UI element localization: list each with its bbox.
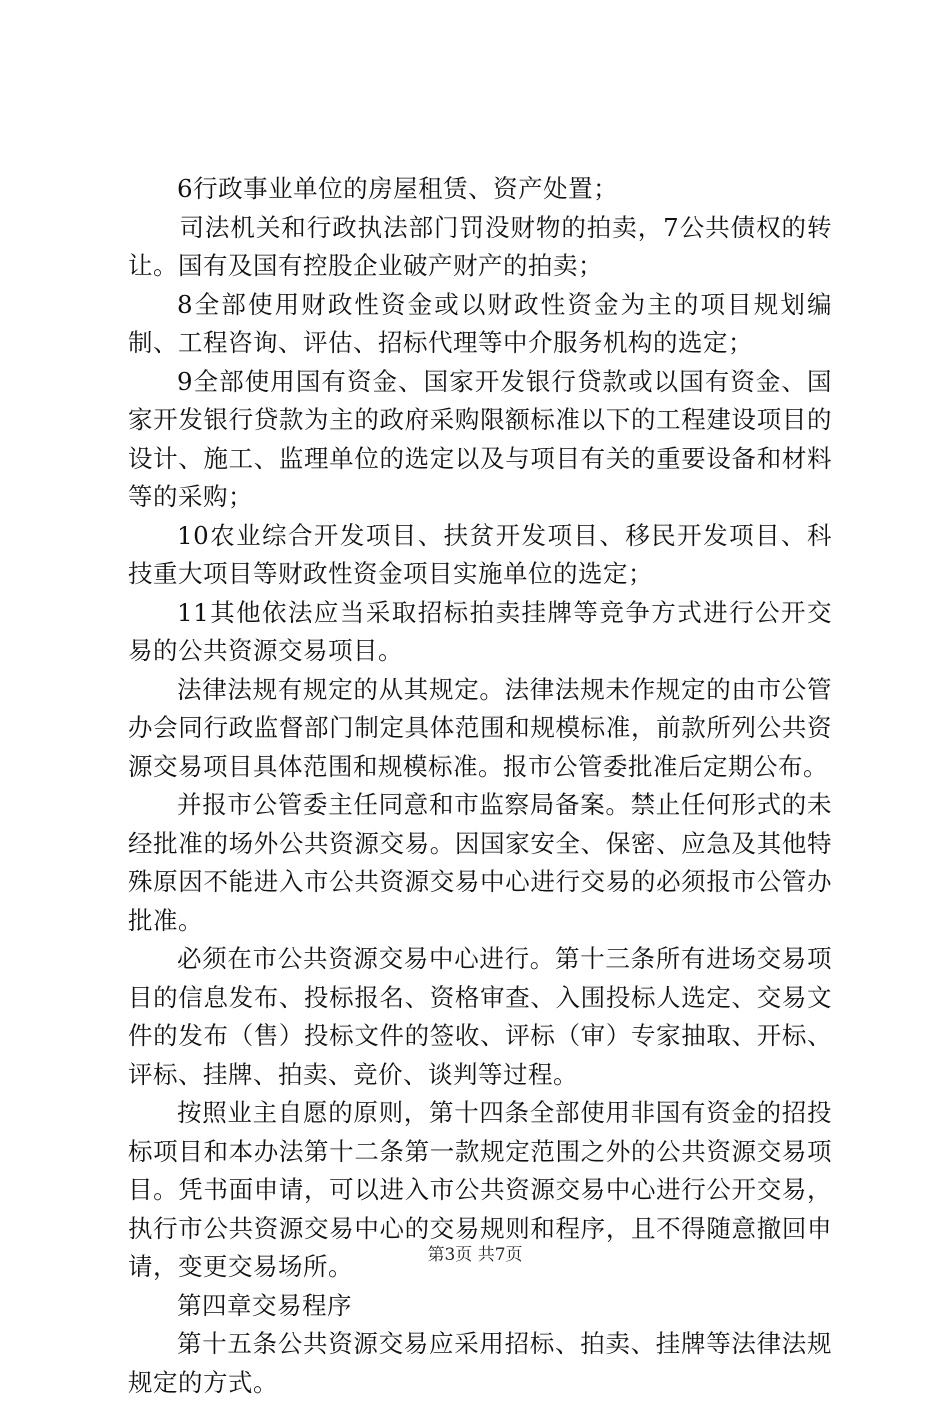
paragraph-item-10: 10农业综合开发项目、扶贫开发项目、移民开发项目、科技重大项目等财政性资金项目实施单位的选定； (128, 520, 832, 588)
paragraph-laws-regulations: 法律法规有规定的从其规定。法律法规未作规定的由市公管办会同行政监督部门制定具体范围和规模标准，前款所列公共资源交易项目具体范围和规模标准。报市公管委批准后定期公布。 (128, 674, 832, 781)
paragraph-item-9: 9全部使用国有资金、国家开发银行贷款或以国有资金、国家开发银行贷款为主的政府采购限额标准以下的工程建设项目的设计、施工、监理单位的选定以及与项目有关的重要设备和材料等的采购； (128, 366, 832, 511)
chapter-heading: 第四章交易程序 (177, 1290, 352, 1320)
paragraph-judicial-confiscation: 司法机关和行政执法部门罚没财物的拍卖，7公共债权的转让。国有及国有控股企业破产财产的拍卖； (128, 212, 832, 280)
paragraph-article-13: 必须在市公共资源交易中心进行。第十三条所有进场交易项目的信息发布、投标报名、资格审查、入围投标人选定、交易文件的发布（售）投标文件的签收、评标（审）专家抽取、开标、评标、挂牌、拍卖、竞价、谈判等过程。 (128, 944, 832, 1089)
paragraph-item-8: 8全部使用财政性资金或以财政性资金为主的项目规划编制、工程咨询、评估、招标代理等中介服务机构的选定； (128, 289, 832, 357)
paragraph-article-14: 按照业主自愿的原则，第十四条全部使用非国有资金的招投标项目和本办法第十二条第一款规定范围之外的公共资源交易项目。凭书面申请，可以进入市公共资源交易中心进行公开交易，执行市公共资源交易中心的交易规则和程序，且不得随意撤回申请，变更交易场所。 (128, 1098, 832, 1281)
paragraph-article-15: 第十五条公共资源交易应采用招标、拍卖、挂牌等法律法规规定的方式。 (128, 1329, 832, 1397)
paragraph-item-6: 6行政事业单位的房屋租赁、资产处置； (177, 174, 619, 203)
paragraph-report-approval: 并报市公管委主任同意和市监察局备案。禁止任何形式的未经批准的场外公共资源交易。因国家安全、保密、应急及其他特殊原因不能进入市公共资源交易中心进行交易的必须报市公管办批准。 (128, 790, 832, 935)
page-number-footer: 第3页 共7页 (427, 1245, 523, 1265)
document-body (128, 170, 832, 1402)
paragraph-item-11: 11其他依法应当采取招标拍卖挂牌等竞争方式进行公开交易的公共资源交易项目。 (128, 597, 832, 665)
